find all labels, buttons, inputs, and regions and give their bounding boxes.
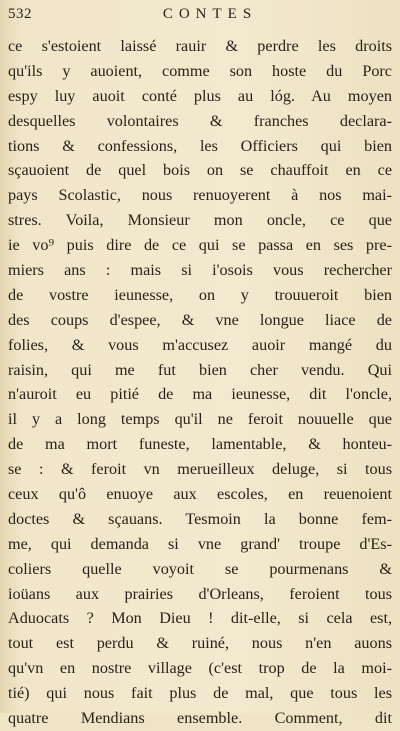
text-line: ioüans aux prairies d'Orleans, feroient tous: [8, 584, 392, 603]
page-header: [0, 4, 400, 28]
text-line: quatre Mendians ensemble. Comment, dit: [8, 709, 392, 728]
text-line: ceux qu'ô enuoye aux escoles, en reuenoient: [8, 485, 392, 504]
text-line: n'auroit eu pitié de ma ieunesse, dit l'oncle,: [8, 385, 392, 404]
text-line: stres. Voila, Monsieur mon oncle, ce que: [8, 211, 392, 230]
running-title: CONTES: [162, 6, 258, 22]
text-line: tout est perdu & ruiné, nous n'en auons: [8, 634, 392, 653]
text-line: des coups d'espee, & vne longue liace de: [8, 310, 392, 329]
text-line: pays Scolastic, nous renuoyerent à nos mai-: [8, 186, 392, 205]
text-line: raisin, qui me fut bien cher vendu. Qui: [8, 360, 392, 379]
page-number: 532: [8, 6, 32, 22]
body-text: [8, 34, 392, 731]
text-line: espy luy auoit conté plus au lóg. Au moyen: [8, 86, 392, 105]
text-line: tions & confessions, les Officiers qui bien: [8, 136, 392, 155]
text-line: Aduocats ? Mon Dieu ! dit-elle, si cela est,: [8, 609, 392, 628]
text-line: doctes & sçauans. Tesmoin la bonne fem-: [8, 509, 392, 528]
text-line: folies, & vous m'accusez auoir mangé du: [8, 335, 392, 354]
text-line: desquelles volontaires & franches declara-: [8, 111, 392, 130]
text-line: ie vo⁹ puis dire de ce qui se passa en ses pre-: [8, 236, 392, 255]
text-line: coliers quelle voyoit se pourmenans &: [8, 559, 392, 578]
text-line: qu'ils y auoient, comme son hoste du Porc: [8, 61, 392, 80]
text-line: se : & feroit vn merueilleux deluge, si tous: [8, 460, 392, 479]
text-line: me, qui demanda si vne grand' troupe d'Es-: [8, 534, 392, 553]
text-line: de vostre ieunesse, on y trouueroit bien: [8, 285, 392, 304]
text-line: ce s'estoient laissé rauir & perdre les droits: [8, 37, 392, 55]
text-line: de ma mort funeste, lamentable, & honteu-: [8, 435, 392, 454]
text-line: miers ans : mais si i'osois vous rechercher: [8, 261, 392, 280]
text-line: sçauoient de quel bois on se chauffoit en ce: [8, 161, 392, 180]
text-line: il y a long temps qu'il ne feroit nouuelle que: [8, 410, 392, 429]
text-line: tié) qui nous fait plus de mal, que tous les: [8, 684, 392, 703]
text-line: qu'vn en nostre village (c'est trop de la moi-: [8, 659, 392, 678]
